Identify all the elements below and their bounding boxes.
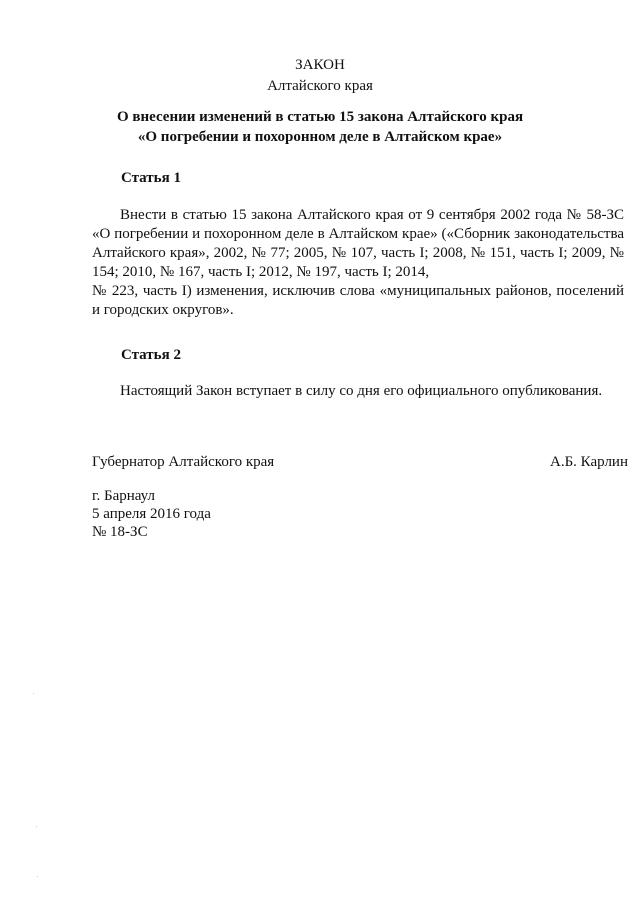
article-2-paragraph: Настоящий Закон вступает в силу со дня его официального опубликования. xyxy=(120,383,603,399)
signing-date: 5 апреля 2016 года xyxy=(92,506,211,522)
signing-city: г. Барнаул xyxy=(92,488,155,504)
article-1-paragraph: Внести в статью 15 закона Алтайского края от 9 сентября 2002 года № 58-ЗС «О погребении и похоронном деле в Алтайском крае» («Сборник законодательства Алтайского края», 2002, № 77; 2005, № 107, часть I; 2008, № 151, часть I; 2009, № 154; 2010, № 167, часть I; 2012, № 197, часть I; 2014, xyxy=(92,207,624,280)
document-region: Алтайского края xyxy=(267,78,373,94)
signatory-position: Губернатор Алтайского края xyxy=(92,454,275,470)
article-2-body xyxy=(92,382,624,401)
article-1-body xyxy=(92,206,624,320)
scan-speck xyxy=(36,826,37,827)
law-title-line-1: О внесении изменений в статью 15 закона Алтайского края xyxy=(116,109,524,125)
signatory-name: А.Б. Карлин xyxy=(549,454,628,470)
article-2-heading: Статья 2 xyxy=(121,347,181,363)
scan-speck xyxy=(33,693,34,694)
law-title-line-2: «О погребении и похоронном деле в Алтайском крае» xyxy=(137,129,503,145)
article-1-paragraph-continued: № 223, часть I) изменения, исключив слова «муниципальных районов, поселений и городских округов». xyxy=(92,283,624,318)
law-number: № 18-ЗС xyxy=(92,524,148,540)
document-type: ЗАКОН xyxy=(295,57,345,73)
scan-speck xyxy=(37,876,38,877)
article-1-heading: Статья 1 xyxy=(121,170,181,186)
